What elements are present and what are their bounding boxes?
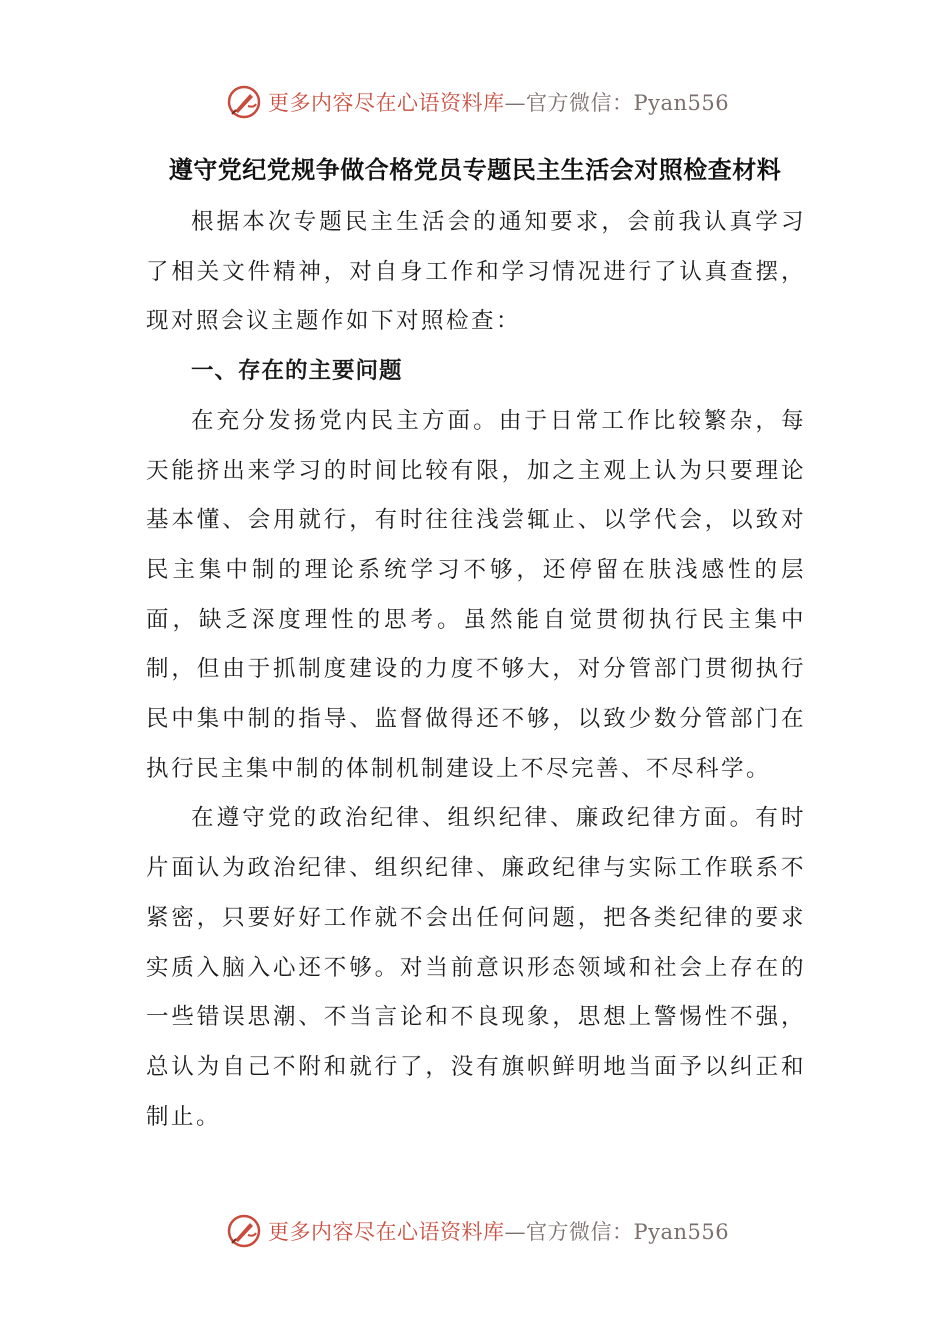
- banner-main-text: 更多内容尽在心语资料库: [268, 91, 505, 115]
- banner-text: [268, 87, 729, 117]
- banner-main-text: 更多内容尽在心语资料库: [268, 1220, 505, 1244]
- body-paragraph-1: 在充分发扬党内民主方面。由于日常工作比较繁杂，每天能挤出来学习的时间比较有限，加之主观上认为只要理论基本懂、会用就行，有时往往浅尝辄止、以学代会，以致对民主集中制的理论系统学习不够，还停留在肤浅感性的层面，缺乏深度理性的思考。虽然能自觉贯彻执行民主集中制，但由于抓制度建设的力度不够大，对分管部门贯彻执行民中集中制的指导、监督做得还不够，以致少数分管部门在执行民主集中制的体制机制建设上不尽完善、不尽科学。: [146, 407, 806, 782]
- pen-logo-icon: [226, 1213, 262, 1249]
- document-title: 遵守党纪党规争做合格党员专题民主生活会对照检查材料: [168, 156, 782, 184]
- banner-contact-text: 官方微信：Pyan556: [526, 91, 730, 115]
- intro-paragraph: 根据本次专题民主生活会的通知要求，会前我认真学习了相关文件精神，对自身工作和学习情况进行了认真查摆，现对照会议主题作如下对照检查：: [146, 209, 806, 335]
- banner-contact-text: 官方微信：Pyan556: [526, 1220, 730, 1244]
- header-banner: [226, 82, 746, 122]
- document-body: [146, 198, 806, 1142]
- footer-banner: [226, 1211, 746, 1251]
- pen-logo-icon: [226, 84, 262, 120]
- body-paragraph-2: 在遵守党的政治纪律、组织纪律、廉政纪律方面。有时片面认为政治纪律、组织纪律、廉政纪律与实际工作联系不紧密，只要好好工作就不会出任何问题，把各类纪律的要求实质入脑入心还不够。对当前意识形态领域和社会上存在的一些错误思潮、不当言论和不良现象，思想上警惕性不强，总认为自己不附和就行了，没有旗帜鲜明地当面予以纠正和制止。: [146, 805, 806, 1130]
- banner-text: [268, 1216, 729, 1246]
- banner-dash: —: [504, 91, 526, 115]
- section-heading: 一、存在的主要问题: [191, 358, 403, 385]
- banner-dash: —: [504, 1220, 526, 1244]
